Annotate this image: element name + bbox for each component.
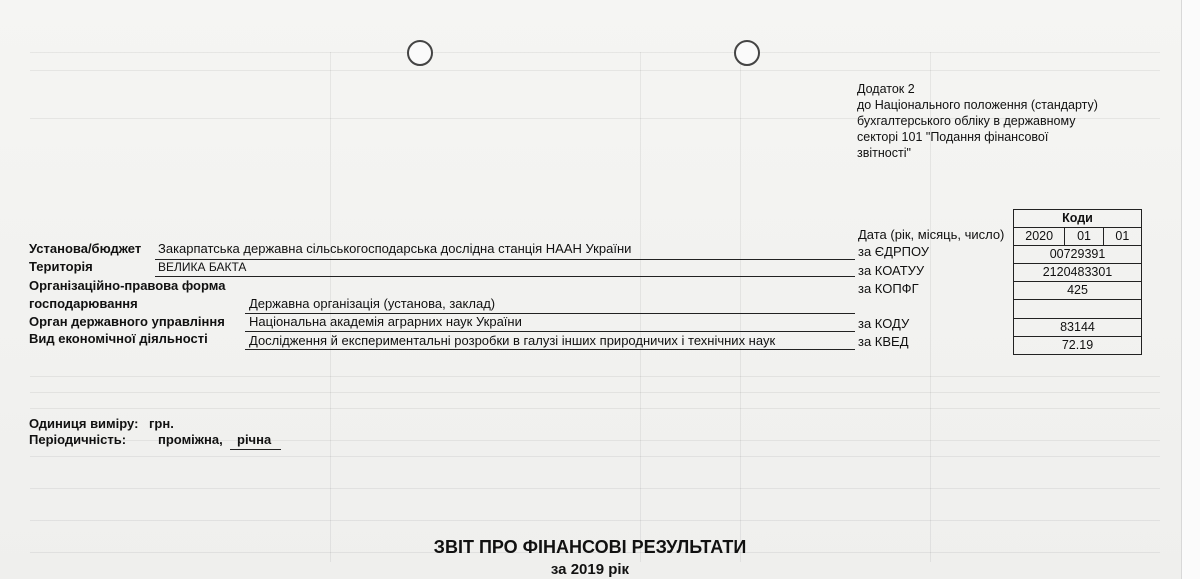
territory-value: ВЕЛИКА БАКТА — [158, 260, 247, 274]
territory-underline — [155, 276, 855, 277]
institution-underline — [155, 259, 855, 260]
edrpou-code: 00729391 — [1014, 245, 1141, 263]
period-label: Періодичність: — [29, 432, 127, 447]
activity-label: Вид економічної діяльності — [29, 331, 208, 346]
kopfg-label: за КОПФГ — [858, 281, 919, 296]
institution-value: Закарпатська державна сільськогосподарська дослідна станція НААН України — [158, 241, 632, 256]
unit-value: грн. — [149, 416, 174, 431]
codes-header: Коди — [1062, 211, 1093, 225]
report-title: ЗВІТ ПРО ФІНАНСОВІ РЕЗУЛЬТАТИ — [433, 537, 747, 557]
legal-form-label-line1: Організаційно-правова форма — [29, 278, 226, 293]
period-annual-underline — [230, 449, 281, 450]
page-edge-shadow — [1181, 0, 1200, 579]
date-year: 2020 — [1025, 229, 1054, 243]
codes-blank-row — [1014, 299, 1141, 318]
kopfg-code: 425 — [1014, 281, 1141, 299]
report-period: за 2019 рік — [550, 561, 630, 578]
kved-label: за КВЕД — [858, 334, 909, 349]
date-day: 01 — [1103, 228, 1141, 245]
activity-underline — [245, 349, 855, 350]
authority-value: Національна академія аграрних наук України — [249, 314, 522, 329]
kodu-label: за КОДУ — [858, 316, 910, 331]
activity-value: Дослідження й експериментальні розробки в галузі інших природничих і технічних наук — [249, 333, 776, 348]
codes-table — [1013, 209, 1142, 355]
period-annual: річна — [237, 432, 272, 447]
koatuu-code: 2120483301 — [1014, 263, 1141, 281]
punch-hole-left — [407, 40, 433, 66]
institution-label: Установа/бюджет — [29, 241, 142, 256]
date-month: 01 — [1064, 228, 1102, 245]
authority-label: Орган державного управління — [29, 314, 225, 329]
koatuu-label: за КОАТУУ — [858, 263, 925, 278]
legal-form-label-line2: господарювання — [29, 296, 138, 311]
edrpou-label: за ЄДРПОУ — [858, 244, 930, 259]
territory-label: Територія — [29, 259, 93, 274]
unit-label: Одиниця виміру: — [29, 416, 139, 431]
period-interim: проміжна, — [158, 432, 223, 447]
legal-form-value: Державна організація (установа, заклад) — [249, 296, 496, 311]
kved-code: 72.19 — [1014, 336, 1141, 354]
annex-note: Додаток 2 до Національного положення (стандарту) бухгалтерського обліку в державному секторі 101 "Подання фінансової звітності" — [857, 82, 1098, 160]
kodu-code: 83144 — [1014, 318, 1141, 336]
punch-hole-right — [734, 40, 760, 66]
date-label: Дата (рік, місяць, число) — [858, 227, 1005, 242]
authority-underline — [245, 331, 855, 332]
codes-date-row — [1014, 227, 1141, 245]
